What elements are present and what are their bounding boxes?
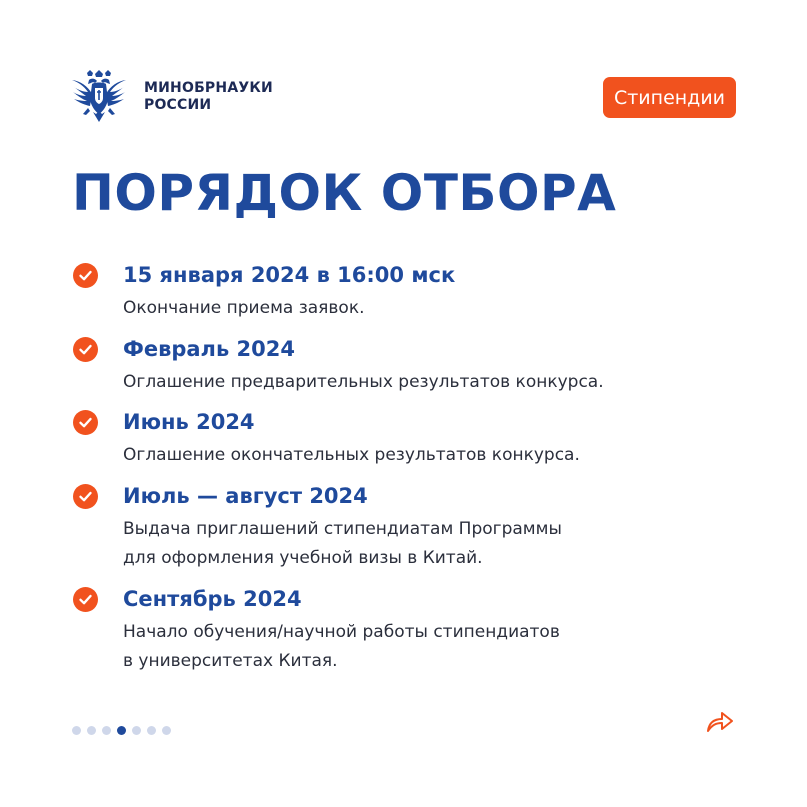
check-circle-icon	[73, 484, 98, 509]
timeline-date: 15 января 2024 в 16:00 мск	[123, 263, 456, 287]
category-tag[interactable]: Стипендии	[603, 77, 736, 118]
timeline-date: Июнь 2024	[123, 410, 255, 434]
timeline-description-line: для оформления учебной визы в Китай.	[123, 548, 483, 568]
timeline-description-line: Окончание приема заявок.	[123, 298, 365, 318]
timeline-date: Июль — август 2024	[123, 484, 368, 508]
pagination-dots	[72, 726, 171, 735]
timeline-description	[123, 368, 604, 397]
page-title: ПОРЯДОК ОТБОРА	[72, 164, 617, 222]
pagination-dot[interactable]	[72, 726, 81, 735]
timeline-description	[123, 618, 560, 676]
pagination-dot[interactable]	[132, 726, 141, 735]
pagination-dot[interactable]	[102, 726, 111, 735]
timeline-description	[123, 441, 580, 470]
check-circle-icon	[73, 587, 98, 612]
check-circle-icon	[73, 263, 98, 288]
check-circle-icon	[73, 410, 98, 435]
share-arrow-icon[interactable]	[705, 708, 735, 734]
timeline-description-line: Начало обучения/научной работы стипендиатов	[123, 622, 560, 642]
pagination-dot-active[interactable]	[117, 726, 126, 735]
timeline-description-line: в университетах Китая.	[123, 651, 338, 671]
pagination-dot[interactable]	[147, 726, 156, 735]
timeline-description	[123, 294, 365, 323]
timeline-date: Февраль 2024	[123, 337, 295, 361]
check-circle-icon	[73, 337, 98, 362]
timeline-description	[123, 515, 562, 573]
timeline-description-line: Оглашение предварительных результатов конкурса.	[123, 372, 604, 392]
pagination-dot[interactable]	[87, 726, 96, 735]
ministry-name-line1: МИНОБРНАУКИ	[144, 80, 273, 96]
timeline-description-line: Выдача приглашений стипендиатам Программы	[123, 519, 562, 539]
ministry-name-line2: РОССИИ	[144, 97, 212, 113]
timeline-date: Сентябрь 2024	[123, 587, 302, 611]
timeline-description-line: Оглашение окончательных результатов конкурса.	[123, 445, 580, 465]
pagination-dot[interactable]	[162, 726, 171, 735]
